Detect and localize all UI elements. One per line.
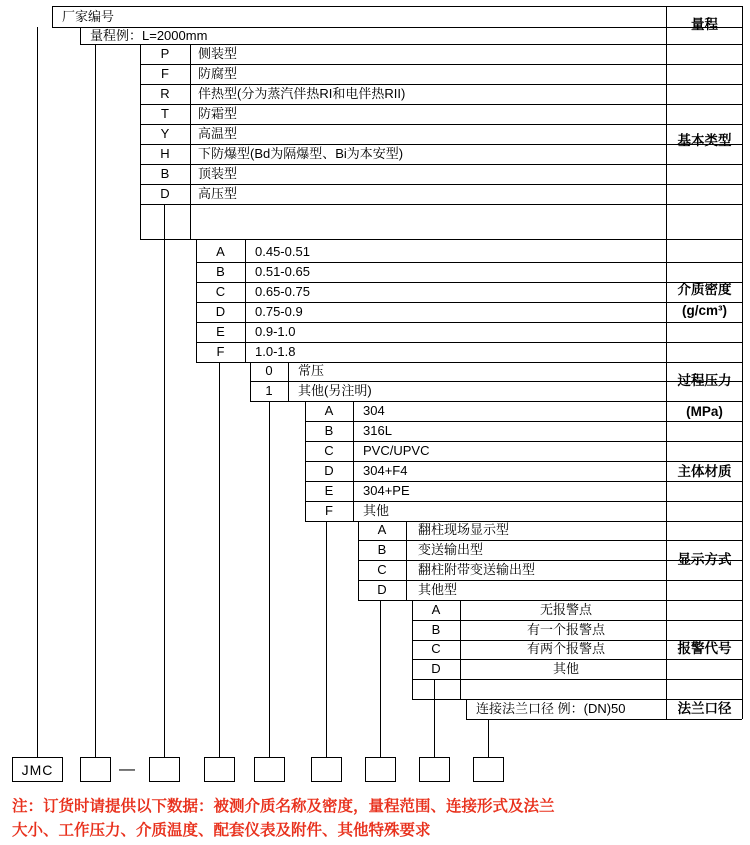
basic-type-code: T xyxy=(161,105,169,121)
row-label-process-pressure-unit: (MPa) xyxy=(686,403,723,419)
display-mode-code: D xyxy=(377,581,387,597)
medium-density-code: E xyxy=(216,323,225,339)
display-mode-code: C xyxy=(377,561,387,577)
process-pressure-desc: 其他(另注明) xyxy=(298,382,372,398)
medium-density-code: D xyxy=(215,303,226,319)
grid-vline xyxy=(460,600,461,699)
row-label-alarm-code: 报警代号 xyxy=(677,641,732,657)
row-label-basic-type: 基本类型 xyxy=(677,133,732,149)
row-label-medium-density xyxy=(667,239,742,362)
grid-hline xyxy=(466,719,742,720)
grid-vline xyxy=(190,44,191,239)
range-example-label: 量程例：L=2000mm xyxy=(90,27,208,43)
model-box-1 xyxy=(80,757,111,782)
grid-vline xyxy=(353,401,354,521)
alarm-code-code: D xyxy=(431,660,441,676)
basic-type-code: R xyxy=(160,85,170,101)
grid-hline xyxy=(140,239,742,240)
drop-line-alarm-code xyxy=(434,679,435,757)
basic-type-desc: 顶装型 xyxy=(198,165,238,181)
body-material-desc: 304+PE xyxy=(363,482,410,498)
medium-density-code: C xyxy=(215,283,226,299)
alarm-code-desc: 其他 xyxy=(552,660,579,676)
body-material-desc: PVC/UPVC xyxy=(363,442,430,458)
body-material-code: E xyxy=(324,482,334,498)
basic-type-desc: 防霜型 xyxy=(198,105,238,121)
basic-type-desc: 防腐型 xyxy=(198,65,238,81)
manufacturer-no-label: 厂家编号 xyxy=(62,9,115,25)
grid-vline xyxy=(52,6,53,27)
alarm-code-code: C xyxy=(431,641,441,657)
flange-diameter-desc: 连接法兰口径 例：(DN)50 xyxy=(476,700,626,716)
body-material-code: C xyxy=(324,442,334,458)
medium-density-desc: 0.51-0.65 xyxy=(255,263,310,279)
grid-vline xyxy=(288,362,289,401)
process-pressure-desc: 常压 xyxy=(298,363,325,379)
display-mode-desc: 翻柱附带变送输出型 xyxy=(418,561,536,577)
row-label-process-pressure-text: 过程压力 xyxy=(677,373,732,389)
order-note xyxy=(12,795,742,843)
model-box-4 xyxy=(254,757,285,782)
row-label-body-material: 主体材质 xyxy=(677,463,732,479)
body-material-desc: 304 xyxy=(363,402,385,418)
model-box-5 xyxy=(311,757,342,782)
model-prefix-box: JMC xyxy=(12,757,63,782)
basic-type-desc: 下防爆型(Bd为隔爆型、Bi为本安型) xyxy=(198,145,404,161)
basic-type-code: B xyxy=(160,165,170,181)
order-note-line2: 大小、工作压力、介质温度、配套仪表及附件、其他特殊要求 xyxy=(12,822,431,840)
alarm-code-code: A xyxy=(431,601,441,617)
medium-density-code: B xyxy=(216,263,225,279)
grid-hline xyxy=(52,6,742,7)
display-mode-code: A xyxy=(377,522,387,538)
row-label-flange-diameter: 法兰口径 xyxy=(677,700,732,716)
display-mode-code: B xyxy=(377,541,387,557)
display-mode-desc: 其他型 xyxy=(418,581,458,597)
medium-density-desc: 0.65-0.75 xyxy=(255,283,310,299)
drop-line-range xyxy=(95,44,96,757)
basic-type-code: P xyxy=(160,45,170,61)
basic-type-desc: 高温型 xyxy=(198,125,238,141)
medium-density-desc: 0.75-0.9 xyxy=(255,303,303,319)
body-material-code: B xyxy=(324,422,334,438)
display-mode-desc: 变送输出型 xyxy=(418,541,484,557)
medium-density-desc: 0.9-1.0 xyxy=(255,323,296,339)
drop-line-manufacturer xyxy=(37,27,38,757)
basic-type-code: H xyxy=(160,145,170,161)
model-separator: — xyxy=(119,761,135,778)
process-pressure-code: 0 xyxy=(265,363,273,379)
row-label-medium-density-unit: (g/cm³) xyxy=(682,302,727,318)
drop-line-process-pressure xyxy=(269,401,270,757)
model-box-7 xyxy=(419,757,450,782)
model-box-6 xyxy=(365,757,396,782)
alarm-code-desc: 有一个报警点 xyxy=(526,621,605,637)
basic-type-desc: 高压型 xyxy=(198,185,238,201)
basic-type-desc: 伴热型(分为蒸汽伴热RI和电伴热RII) xyxy=(198,85,406,101)
body-material-code: D xyxy=(324,462,334,478)
basic-type-desc: 侧装型 xyxy=(198,45,238,61)
drop-line-basic-type xyxy=(164,204,165,757)
drop-line-medium-density xyxy=(219,362,220,757)
grid-hline xyxy=(140,204,742,205)
medium-density-code: F xyxy=(216,343,225,359)
grid-vline xyxy=(245,239,246,362)
body-material-desc: 304+F4 xyxy=(363,462,408,478)
medium-density-desc: 0.45-0.51 xyxy=(255,243,310,259)
row-label-process-pressure xyxy=(667,362,742,401)
grid-vline xyxy=(80,27,81,44)
row-label-medium-density-text: 介质密度 xyxy=(677,281,732,297)
model-box-8 xyxy=(473,757,504,782)
medium-density-desc: 1.0-1.8 xyxy=(255,343,296,359)
grid-vline xyxy=(742,6,743,719)
grid-vline xyxy=(406,521,407,600)
model-box-2 xyxy=(149,757,180,782)
alarm-code-desc: 有两个报警点 xyxy=(526,641,605,657)
row-label-display-mode: 显示方式 xyxy=(677,552,732,568)
body-material-desc: 316L xyxy=(363,422,392,438)
drop-line-display-mode xyxy=(380,600,381,757)
row-label-range: 量程 xyxy=(691,17,718,33)
basic-type-code: F xyxy=(161,65,169,81)
drop-line-body-material xyxy=(326,521,327,757)
body-material-desc: 其他 xyxy=(363,502,390,518)
alarm-code-code: B xyxy=(431,621,441,637)
model-box-3 xyxy=(204,757,235,782)
body-material-code: A xyxy=(324,402,334,418)
grid-vline xyxy=(466,699,467,719)
basic-type-code: Y xyxy=(160,125,170,141)
basic-type-code: D xyxy=(160,185,170,201)
alarm-code-desc: 无报警点 xyxy=(539,601,592,617)
medium-density-code: A xyxy=(216,243,225,259)
body-material-code: F xyxy=(325,502,333,518)
process-pressure-code: 1 xyxy=(265,382,273,398)
display-mode-desc: 翻柱现场显示型 xyxy=(418,522,510,538)
order-note-line1: 注：订货时请提供以下数据：被测介质名称及密度，量程范围、连接形式及法兰 xyxy=(12,798,555,815)
drop-line-flange xyxy=(488,719,489,757)
